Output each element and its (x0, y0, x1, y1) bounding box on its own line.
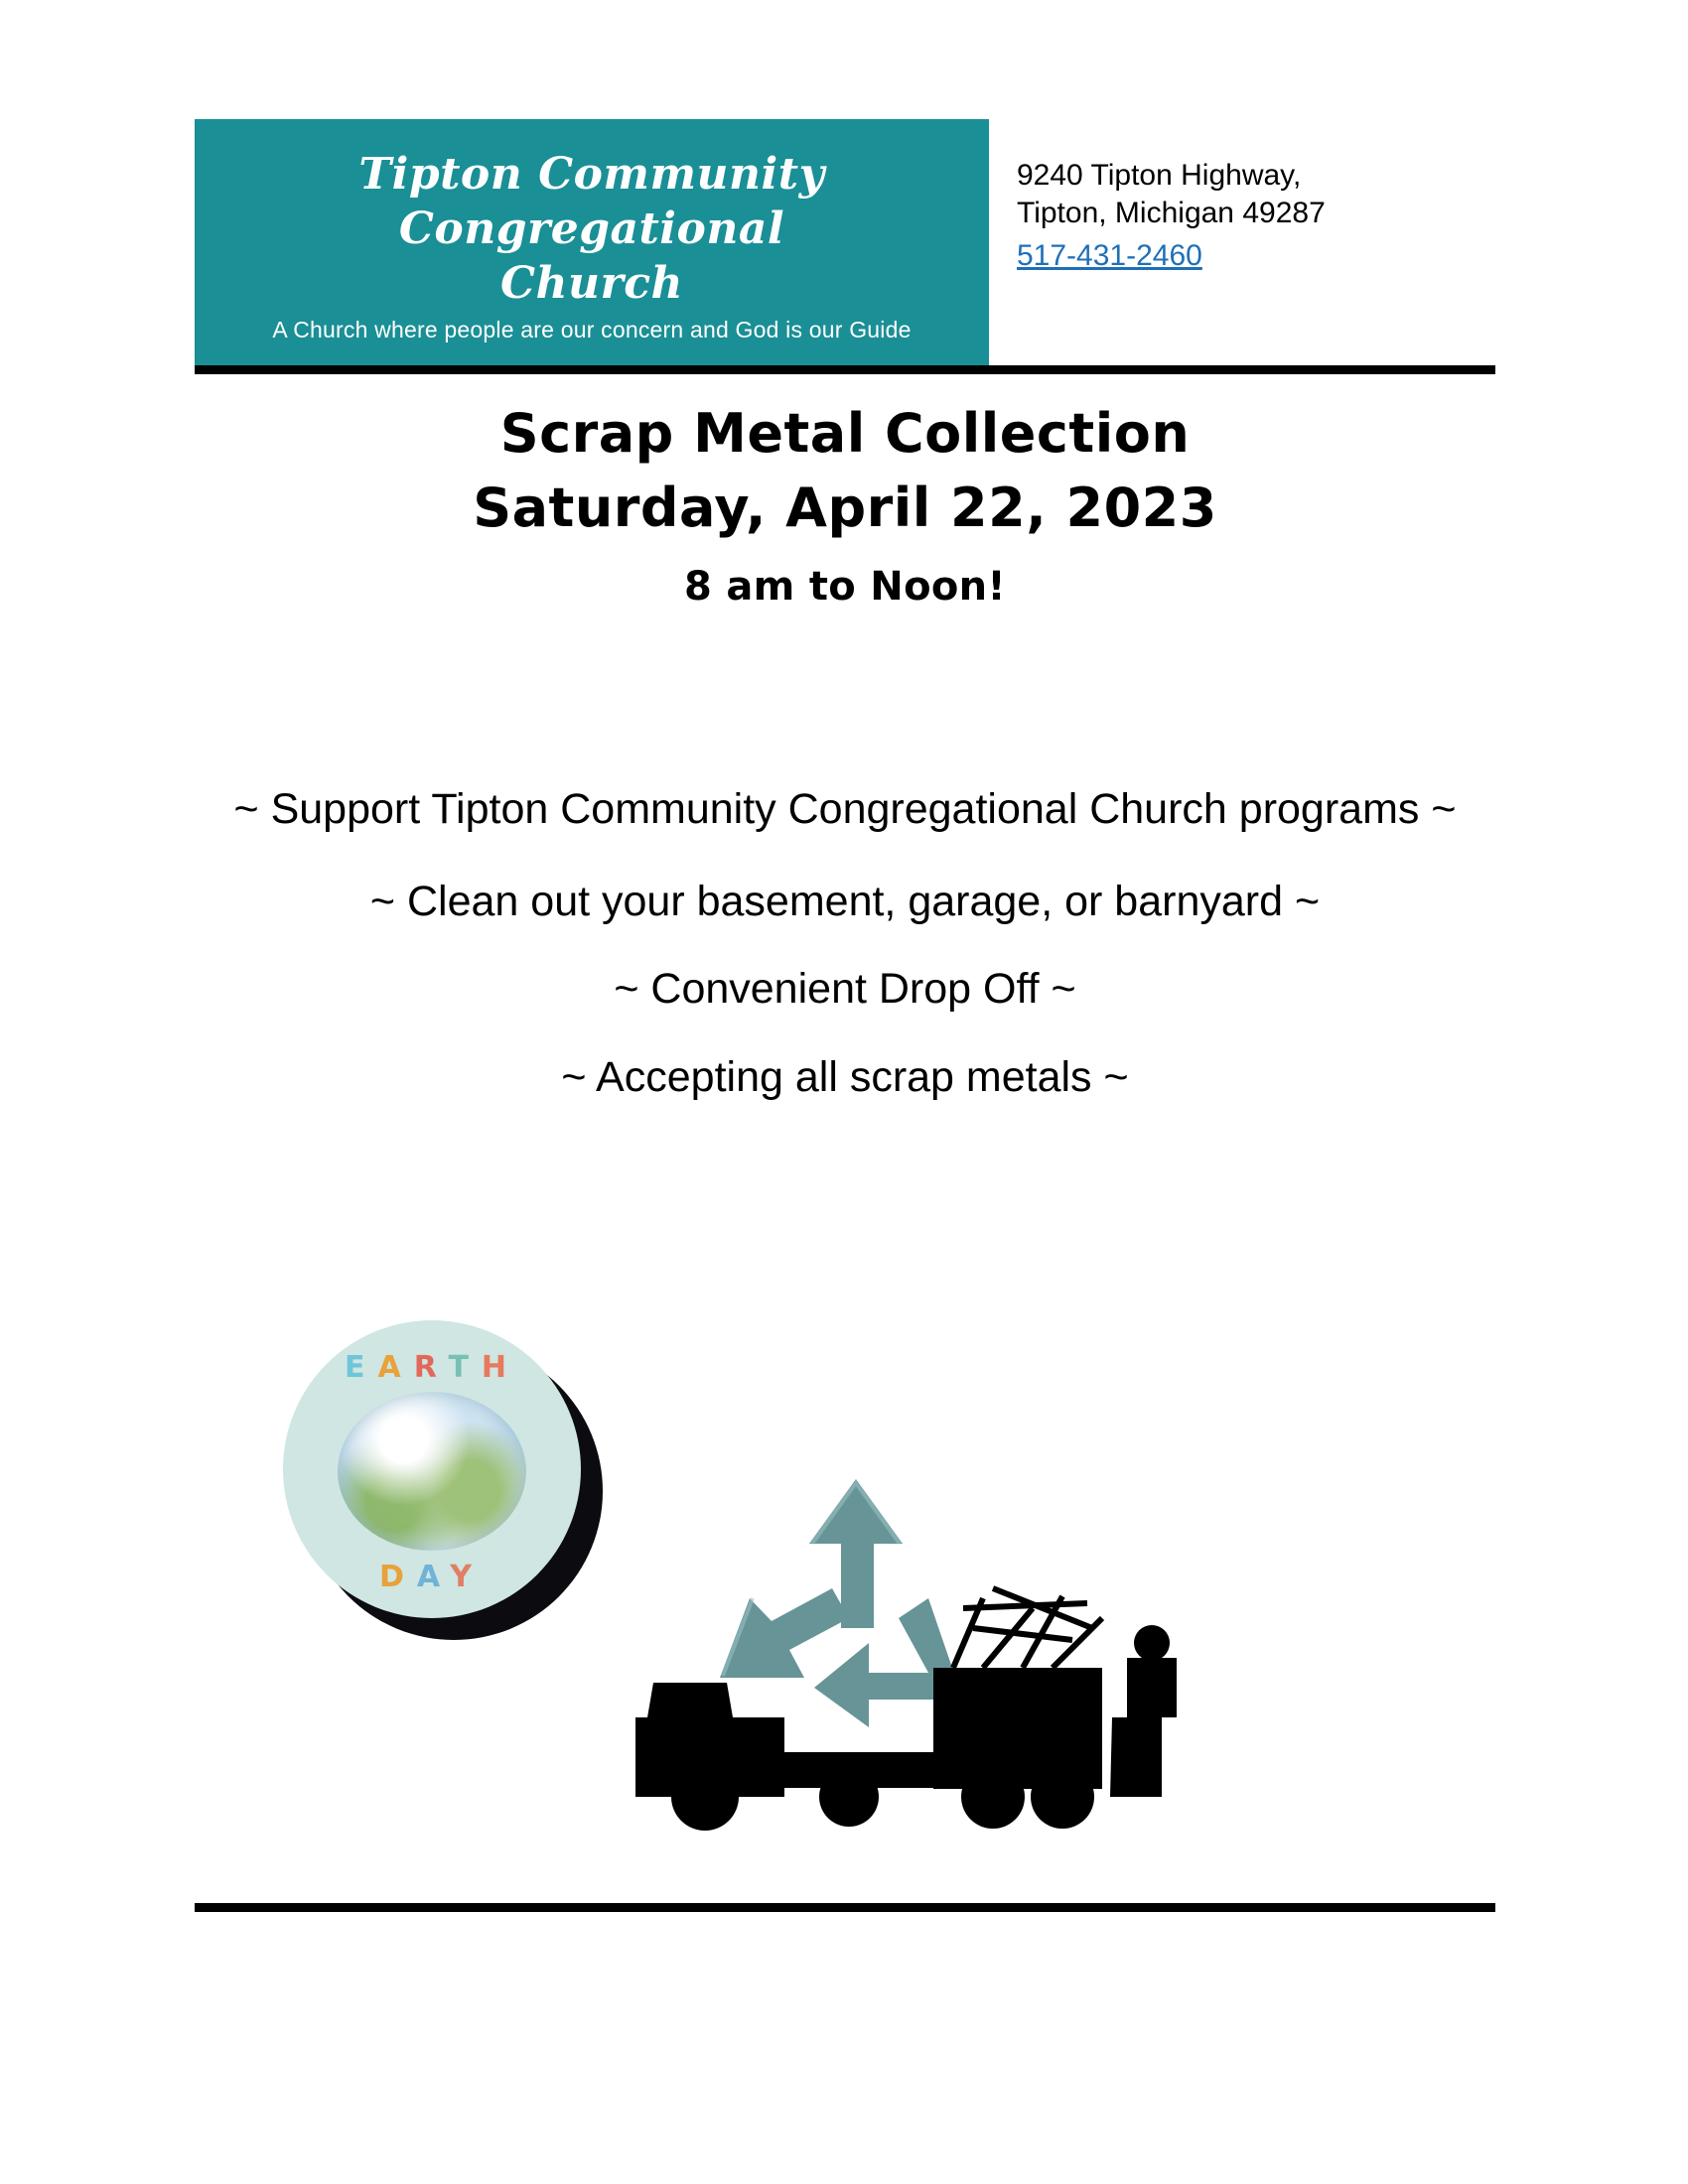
event-date: Saturday, April 22, 2023 (473, 476, 1217, 539)
body-block (195, 784, 1495, 1141)
earth-day-badge (283, 1320, 611, 1668)
earth-letter: T (448, 1350, 482, 1385)
church-logo-name-line1: Tipton Community Congregational (358, 149, 825, 254)
globe-icon (338, 1392, 526, 1551)
day-letter: D (379, 1560, 417, 1594)
church-logo-name-line2: Church (500, 258, 683, 309)
earth-word (283, 1350, 581, 1385)
body-line: ~ Convenient Drop Off ~ (614, 965, 1076, 1014)
address-line-1: 9240 Tipton Highway, (1017, 159, 1302, 192)
phone-link[interactable]: 517-431-2460 (1017, 238, 1202, 272)
earth-letter: H (481, 1350, 520, 1385)
day-word (283, 1560, 581, 1594)
earth-letter: R (413, 1350, 449, 1385)
church-logo-block (195, 119, 989, 365)
divider-bottom (195, 1903, 1495, 1912)
church-tagline: A Church where people are our concern and God is our Guide (272, 317, 912, 342)
body-line: ~ Accepting all scrap metals ~ (561, 1053, 1129, 1102)
earth-letter: E (344, 1350, 378, 1385)
divider-top (195, 365, 1495, 374)
scrap-truck-illustration (635, 1469, 1390, 1886)
event-time: 8 am to Noon! (684, 564, 1006, 611)
letterhead (195, 119, 1495, 367)
day-letter: Y (450, 1560, 485, 1594)
title-block (195, 397, 1495, 616)
church-logo-name (224, 147, 959, 311)
recycle-icon (720, 1479, 963, 1727)
body-line: ~ Support Tipton Community Congregational Church programs ~ (233, 785, 1457, 833)
earth-day-disc (283, 1320, 581, 1618)
earth-letter: A (377, 1350, 414, 1385)
day-letter: A (416, 1560, 451, 1594)
event-title: Scrap Metal Collection (499, 402, 1191, 465)
address-line-2: Tipton, Michigan 49287 (1017, 197, 1326, 230)
address-block (1017, 157, 1483, 273)
body-line: ~ Clean out your basement, garage, or barnyard ~ (369, 877, 1321, 925)
